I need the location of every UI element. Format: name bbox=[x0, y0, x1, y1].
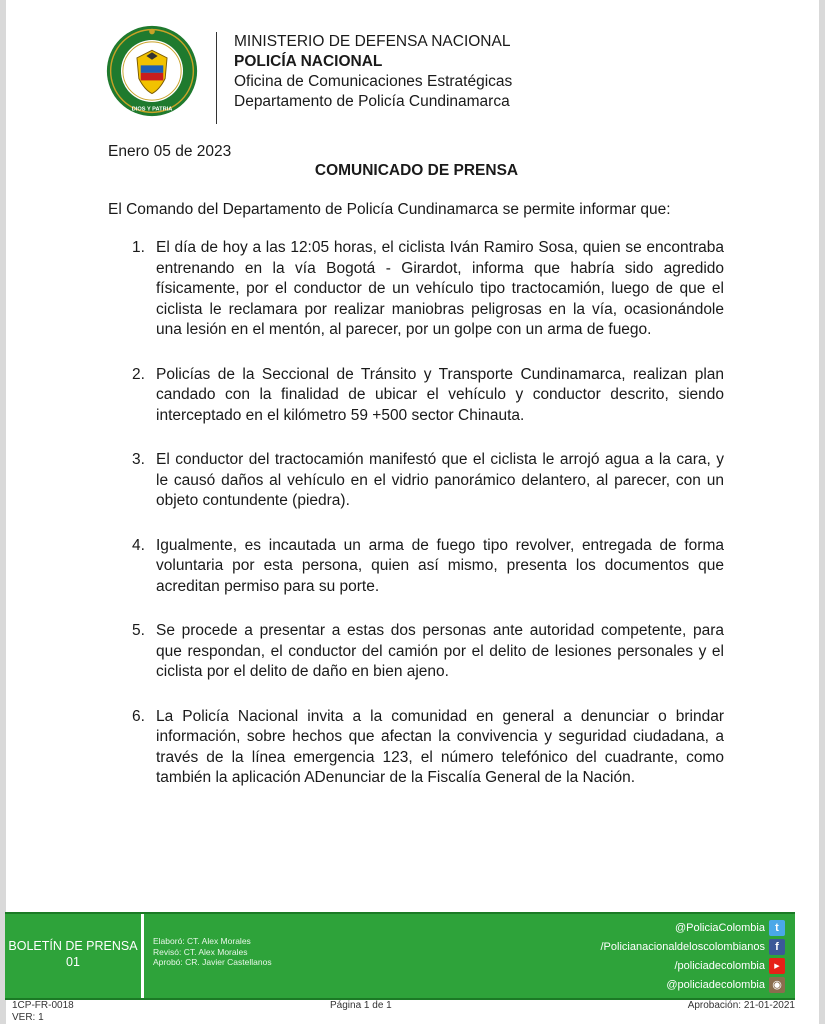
social-twitter-label: @PoliciaColombia bbox=[674, 921, 765, 934]
social-facebook-label: /Policianacionaldeloscolombianos bbox=[600, 940, 765, 953]
approval-date: Aprobación: 21-01-2021 bbox=[687, 1000, 795, 1011]
ministry-name: MINISTERIO DE DEFENSA NACIONAL bbox=[234, 33, 511, 50]
list-item bbox=[120, 621, 724, 683]
bulletin-box bbox=[5, 914, 144, 998]
list-item-text: Se procede a presentar a estas dos personas ante autoridad competente, para que respondan, el conductor del camión por el delito de lesiones personales y el ciclista por el delito de daño en bien ajeno. bbox=[156, 622, 724, 680]
list-item-number: 4. bbox=[132, 536, 145, 554]
credit-aprobo: Aprobó: CR. Javier Castellanos bbox=[153, 957, 272, 967]
letterhead bbox=[105, 24, 805, 124]
document-version: VER: 1 bbox=[12, 1012, 44, 1023]
statement-list bbox=[120, 238, 724, 813]
social-youtube[interactable] bbox=[601, 956, 786, 975]
header-divider bbox=[216, 32, 217, 124]
facebook-icon: f bbox=[769, 939, 785, 955]
social-twitter[interactable] bbox=[601, 918, 786, 937]
document-code: 1CP-FR-0018 bbox=[12, 1000, 74, 1011]
twitter-icon: t bbox=[769, 920, 785, 936]
social-instagram-label: @policiadecolombia bbox=[666, 978, 765, 991]
page-number: Página 1 de 1 bbox=[330, 1000, 392, 1011]
list-item bbox=[120, 450, 724, 512]
header-text bbox=[234, 32, 512, 112]
intro-paragraph: El Comando del Departamento de Policía Cundinamarca se permite informar que: bbox=[108, 201, 671, 218]
credit-reviso: Revisó: CT. Alex Morales bbox=[153, 946, 248, 957]
list-item-text: Igualmente, es incautada un arma de fuego tipo revolver, entregada de forma voluntaria por esta persona, quien así mismo, presenta los documentos que acreditan permiso para su porte. bbox=[156, 536, 724, 595]
list-item bbox=[120, 365, 724, 427]
office-name: Oficina de Comunicaciones Estratégicas bbox=[234, 73, 513, 90]
credit-elaboro: Elaboró: CT. Alex Morales bbox=[153, 936, 251, 946]
social-facebook[interactable] bbox=[601, 937, 786, 956]
list-item-number: 1. bbox=[132, 239, 145, 256]
list-item-text: La Policía Nacional invita a la comunidad en general a denunciar o brindar información, sobre hechos que afectan la convivencia y seguridad ciudadana, a través de la línea emergencia 123, el número telefónico del cuadrante, como también la aplicación ADenunciar de la Fiscalía General de la Nación. bbox=[156, 707, 724, 786]
footer-band bbox=[5, 912, 795, 1000]
list-item-text: El conductor del tractocamión manifestó que el ciclista le arrojó agua a la cara, y le causó daños al vehículo en el vidrio panorámico delantero, al parecer, con un objeto contundente (piedra). bbox=[156, 451, 724, 509]
list-item-text: El día de hoy a las 12:05 horas, el ciclista Iván Ramiro Sosa, quien se encontraba entrenando en la vía Bogotá - Girardot, informa que habría sido agredido físicamente, por el conductor de un vehículo tipo tractocamión, luego de que el ciclista le reclamara por realizar maniobras peligrosas en la vía, ocasionándole una lesión en el mentón, al parecer, por un golpe con un arma de fuego. bbox=[156, 239, 724, 338]
list-item-number: 5. bbox=[132, 622, 145, 639]
list-item-number: 2. bbox=[132, 365, 145, 383]
document-date: Enero 05 de 2023 bbox=[108, 143, 232, 160]
document-code-block bbox=[12, 1000, 74, 1024]
department-name: Departamento de Policía Cundinamarca bbox=[234, 93, 510, 110]
list-item-text: Policías de la Seccional de Tránsito y Transporte Cundinamarca, realizan plan candado con la finalidad de ubicar el vehículo y conductor descrito, siendo interceptado en el kilómetro 59 +500 sector Chinauta. bbox=[156, 365, 724, 424]
police-seal-icon bbox=[105, 24, 199, 118]
youtube-icon: ▶ bbox=[769, 958, 785, 974]
document-title: COMUNICADO DE PRENSA bbox=[314, 162, 519, 179]
credits bbox=[153, 936, 272, 968]
list-item bbox=[120, 707, 724, 789]
social-links bbox=[601, 918, 786, 994]
list-item-number: 6. bbox=[132, 707, 145, 725]
police-name: POLICÍA NACIONAL bbox=[234, 53, 383, 70]
svg-text:DIOS Y PATRIA: DIOS Y PATRIA bbox=[131, 106, 173, 113]
bulletin-label: BOLETÍN DE PRENSA bbox=[8, 939, 138, 953]
social-youtube-label: /policiadecolombia bbox=[674, 959, 765, 972]
social-instagram[interactable] bbox=[601, 975, 786, 994]
page-edge-right bbox=[819, 0, 825, 1024]
list-item bbox=[120, 536, 724, 598]
page-edge-left bbox=[0, 0, 6, 1024]
list-item-number: 3. bbox=[132, 451, 145, 468]
instagram-icon: ◉ bbox=[769, 977, 785, 993]
list-item bbox=[120, 238, 724, 341]
bulletin-number: 01 bbox=[66, 955, 80, 969]
